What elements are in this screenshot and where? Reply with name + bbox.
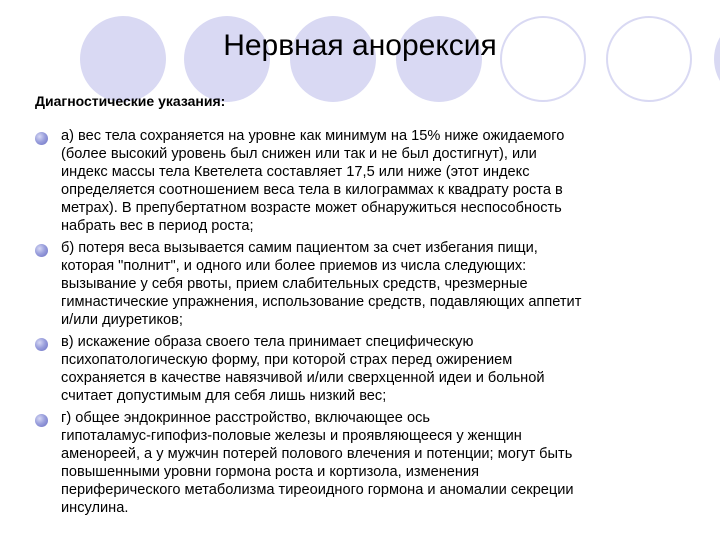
slide-subtitle: Диагностические указания: — [35, 93, 226, 109]
item-line: инсулина. — [61, 500, 129, 516]
item-line: а) вес тела сохраняется на уровне как минимум на 15% ниже ожидаемого — [61, 128, 565, 144]
item-line: индекс массы тела Кветелета составляет 17,5 или ниже (этот индекс — [61, 164, 530, 180]
item-line: гимнастические упражнения, использование средств, подавляющих аппетит — [61, 294, 582, 310]
bullet-icon — [35, 338, 48, 351]
item-line: определяется соотношением веса тела в килограммах к квадрату роста в — [61, 182, 563, 198]
item-line: аменореей, а у мужчин потерей полового влечения и потенции; могут быть — [61, 446, 573, 462]
item-line: которая "полнит", и одного или более приемов из числа следующих: — [61, 258, 527, 274]
list-item — [35, 239, 707, 329]
bullet-icon — [35, 414, 48, 427]
item-line: считает допустимым для себя лишь низкий вес; — [61, 388, 387, 404]
item-line: периферического метаболизма тиреоидного гормона и аномалии секреции — [61, 482, 574, 498]
list-item — [35, 409, 707, 517]
item-line: сохраняется в качестве навязчивой и/или сверхценной идеи и больной — [61, 370, 545, 386]
bullet-icon — [35, 244, 48, 257]
item-line: б) потеря веса вызывается самим пациентом за счет избегания пищи, — [61, 240, 538, 256]
item-line: вызывание у себя рвоты, прием слабительных средств, чрезмерные — [61, 276, 528, 292]
item-line: набрать вес в период роста; — [61, 218, 254, 234]
item-line: метрах). В препубертатном возрасте может обнаружиться неспособность — [61, 200, 562, 216]
list-item — [35, 333, 707, 405]
item-line: в) искажение образа своего тела принимает специфическую — [61, 334, 474, 350]
bullet-icon — [35, 132, 48, 145]
item-line: психопатологическую форму, при которой страх перед ожирением — [61, 352, 513, 368]
item-line: (более высокий уровень был снижен или так и не был достигнут), или — [61, 146, 537, 162]
item-line: гипоталамус-гипофиз-половые железы и проявляющееся у женщин — [61, 428, 522, 444]
list-item — [35, 127, 707, 235]
criteria-list — [35, 127, 707, 521]
slide-title: Нервная анорексия — [223, 29, 497, 62]
item-line: и/или диуретиков; — [61, 312, 183, 328]
item-line: повышенными уровни гормона роста и кортизола, изменения — [61, 464, 480, 480]
item-line: г) общее эндокринное расстройство, включающее ось — [61, 410, 430, 426]
